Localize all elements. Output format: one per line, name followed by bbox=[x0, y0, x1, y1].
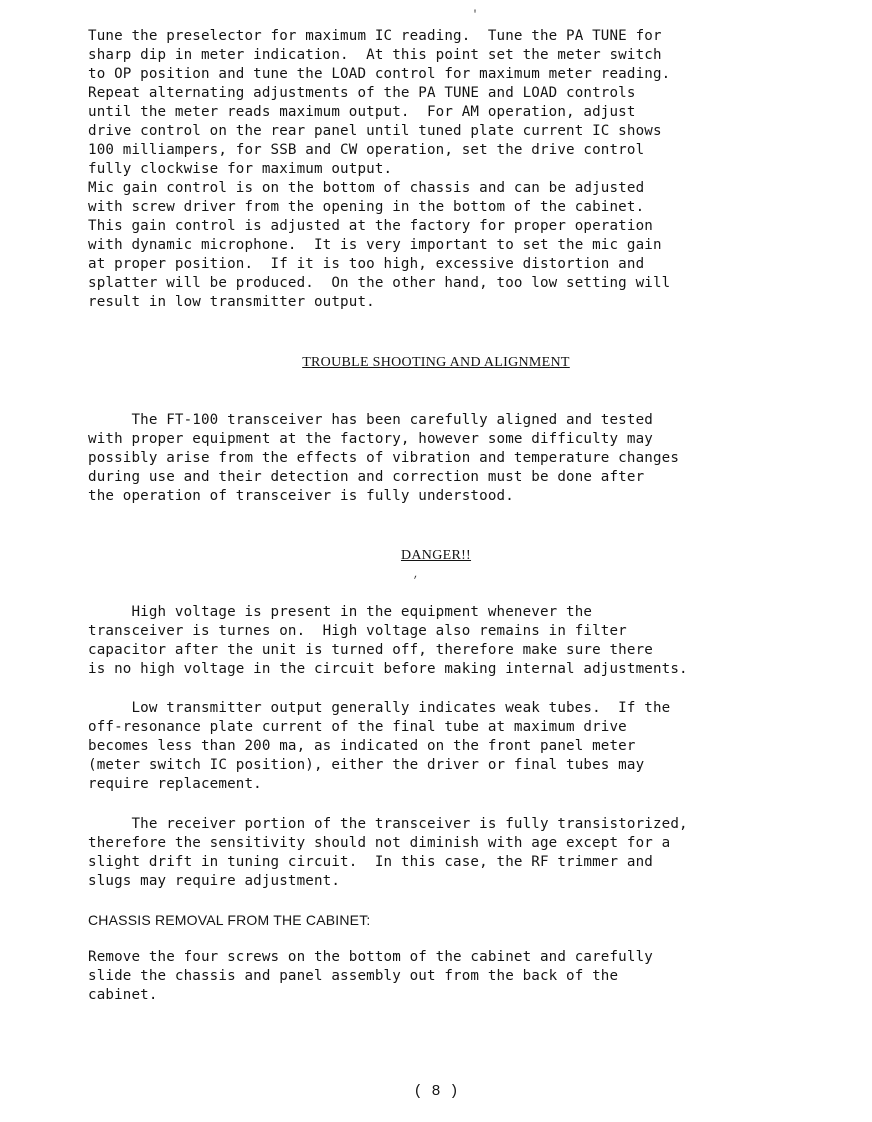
text-line: Low transmitter output generally indicates weak tubes. If the bbox=[88, 700, 671, 716]
text-line: splatter will be produced. On the other hand, too low setting will bbox=[88, 275, 671, 291]
paragraph-alignment bbox=[88, 411, 818, 506]
heading-danger: DANGER!! bbox=[400, 548, 472, 563]
text-line: at proper position. If it is too high, excessive distortion and bbox=[88, 256, 645, 272]
text-line: with dynamic microphone. It is very important to set the mic gain bbox=[88, 237, 662, 253]
text-line: is no high voltage in the circuit before making internal adjustments. bbox=[88, 661, 688, 677]
text-line: off-resonance plate current of the final tube at maximum drive bbox=[88, 719, 627, 735]
text-line: Mic gain control is on the bottom of chassis and can be adjusted bbox=[88, 180, 645, 196]
text-line: slugs may require adjustment. bbox=[88, 873, 341, 889]
text-line: The FT-100 transceiver has been carefully aligned and tested bbox=[88, 412, 653, 428]
paragraph-high-voltage bbox=[88, 603, 818, 679]
paragraph-low-output bbox=[88, 699, 818, 794]
text-line: until the meter reads maximum output. For AM operation, adjust bbox=[88, 104, 636, 120]
text-line: fully clockwise for maximum output. bbox=[88, 161, 393, 177]
text-line: Remove the four screws on the bottom of the cabinet and carefully bbox=[88, 949, 653, 965]
text-line: with screw driver from the opening in the bottom of the cabinet. bbox=[88, 199, 645, 215]
text-line: therefore the sensitivity should not diminish with age except for a bbox=[88, 835, 671, 851]
text-line: with proper equipment at the factory, however some difficulty may bbox=[88, 431, 653, 447]
text-line: result in low transmitter output. bbox=[88, 294, 375, 310]
text-line: during use and their detection and correction must be done after bbox=[88, 469, 645, 485]
page-number: ( 8 ) bbox=[413, 1083, 459, 1100]
paragraph-chassis-removal bbox=[88, 948, 818, 1005]
heading-trouble-shooting: TROUBLE SHOOTING AND ALIGNMENT bbox=[302, 355, 570, 370]
stray-mark: , bbox=[413, 570, 420, 581]
text-line: Repeat alternating adjustments of the PA TUNE and LOAD controls bbox=[88, 85, 636, 101]
text-line: drive control on the rear panel until tuned plate current IC shows bbox=[88, 123, 662, 139]
text-line: possibly arise from the effects of vibration and temperature changes bbox=[88, 450, 680, 466]
paragraph-tuning bbox=[88, 27, 818, 312]
text-line: (meter switch IC position), either the driver or final tubes may bbox=[88, 757, 645, 773]
text-line: cabinet. bbox=[88, 987, 158, 1003]
text-line: sharp dip in meter indication. At this point set the meter switch bbox=[88, 47, 662, 63]
text-line: capacitor after the unit is turned off, therefore make sure there bbox=[88, 642, 653, 658]
text-line: slight drift in tuning circuit. In this case, the RF trimmer and bbox=[88, 854, 653, 870]
text-line: require replacement. bbox=[88, 776, 262, 792]
text-line: 100 milliampers, for SSB and CW operation, set the drive control bbox=[88, 142, 645, 158]
paragraph-receiver bbox=[88, 815, 818, 891]
text-line: High voltage is present in the equipment whenever the bbox=[88, 604, 593, 620]
text-line: becomes less than 200 ma, as indicated on the front panel meter bbox=[88, 738, 636, 754]
text-line: transceiver is turnes on. High voltage also remains in filter bbox=[88, 623, 627, 639]
text-line: The receiver portion of the transceiver is fully transistorized, bbox=[88, 816, 688, 832]
text-line: Tune the preselector for maximum IC reading. Tune the PA TUNE for bbox=[88, 28, 662, 44]
heading-chassis-removal: CHASSIS REMOVAL FROM THE CABINET: bbox=[88, 912, 371, 928]
text-line: This gain control is adjusted at the factory for proper operation bbox=[88, 218, 653, 234]
text-line: slide the chassis and panel assembly out from the back of the bbox=[88, 968, 619, 984]
text-line: to OP position and tune the LOAD control for maximum meter reading. bbox=[88, 66, 671, 82]
stray-mark: ' bbox=[472, 10, 479, 21]
text-line: the operation of transceiver is fully understood. bbox=[88, 488, 514, 504]
